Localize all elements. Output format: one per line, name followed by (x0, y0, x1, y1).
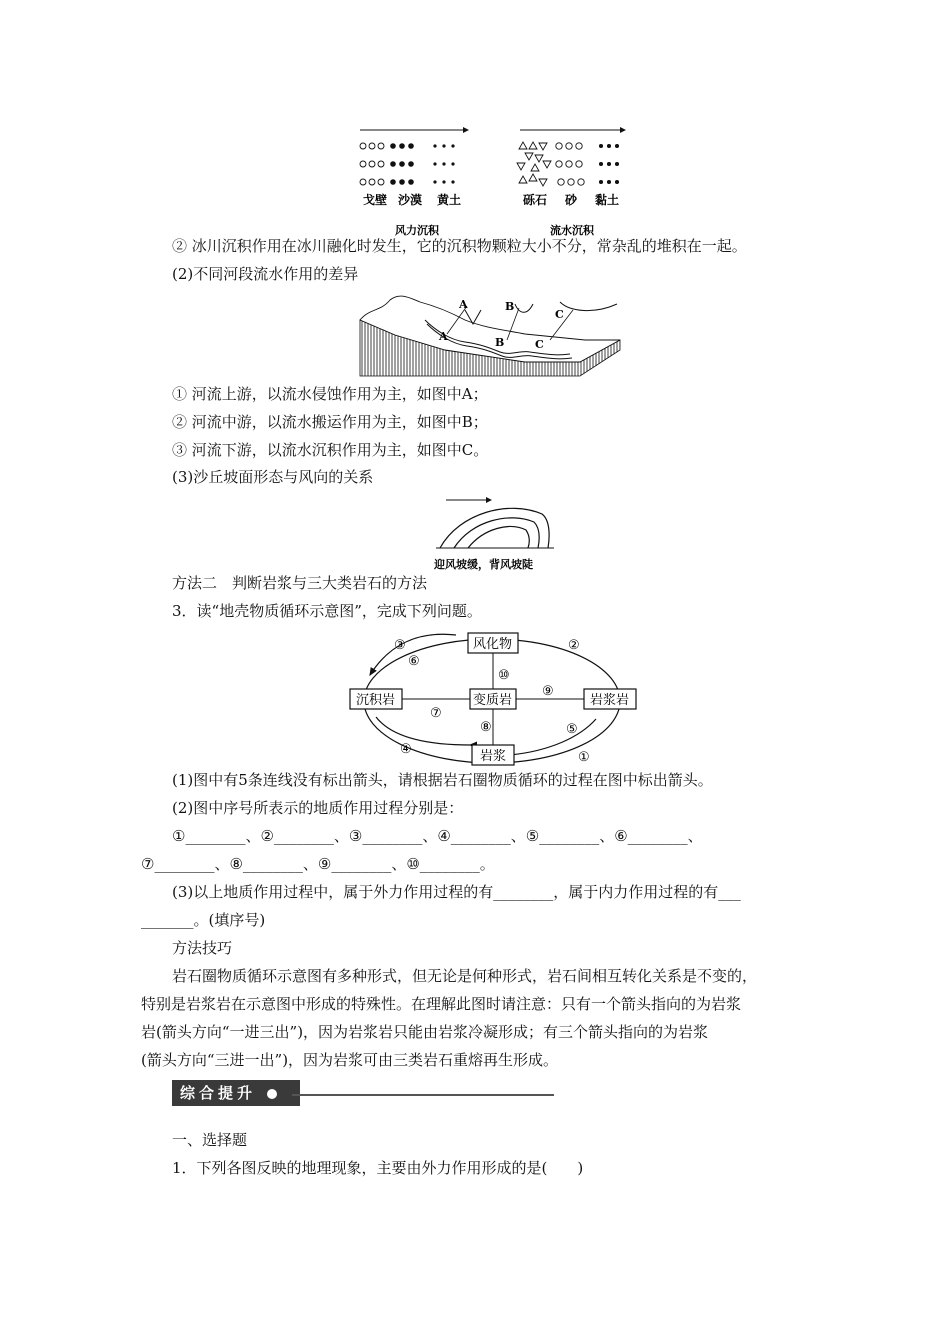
particle-mark (451, 144, 454, 147)
particle-mark (390, 161, 396, 167)
q3-title: 3．读“地壳物质循环示意图”，完成下列问题。 (172, 602, 482, 620)
river-item-2: ② 河流中游，以流水搬运作用为主，如图中B； (172, 413, 488, 431)
water-label-sand: 砂 (565, 193, 578, 207)
particle-mark (529, 142, 537, 149)
particle-mark (556, 143, 562, 149)
particle-mark (369, 161, 375, 167)
num-8: ⑧ (480, 720, 492, 735)
particle-mark (539, 179, 547, 186)
num-9: ⑨ (542, 684, 554, 699)
particle-mark (607, 162, 610, 165)
water-label-gravel: 砾石 (523, 193, 548, 207)
particle-mark (442, 144, 445, 147)
section-banner (172, 1080, 300, 1106)
particle-mark (529, 174, 537, 181)
tips-line-1: 岩石圈物质循环示意图有多种形式，但无论是何种形式，岩石间相互转化关系是不变的， (172, 967, 758, 985)
water-label-clay: 黏土 (595, 193, 620, 207)
river-item-1: ① 河流上游，以流水侵蚀作用为主，如图中A； (172, 385, 488, 403)
wind-label-loess: 黄土 (437, 193, 462, 207)
particle-mark (451, 180, 454, 183)
num-3: ③ (394, 638, 406, 653)
particle-mark (525, 153, 533, 160)
particle-mark (556, 161, 562, 167)
river-label-b-top: B (505, 300, 515, 313)
particle-mark (615, 144, 618, 147)
river-item-3: ③ 河流下游，以流水沉积作用为主，如图中C。 (172, 441, 489, 459)
method2-title: 方法二 判断岩浆与三大类岩石的方法 (172, 574, 428, 592)
particle-mark (390, 179, 396, 185)
tips-line-4: (箭头方向“三进一出”)，因为岩浆可由三类岩石重熔再生形成。 (141, 1051, 559, 1069)
dune-figure (430, 492, 570, 572)
particle-mark (360, 143, 366, 149)
num-4: ④ (400, 742, 412, 757)
wind-particle-rows (360, 143, 455, 185)
particle-mark (539, 143, 547, 150)
particle-mark (369, 143, 375, 149)
box-metamorphic: 变质岩 (473, 693, 513, 708)
particle-mark (531, 164, 539, 171)
section-banner-label: 综合提升 (180, 1084, 257, 1102)
tips-line-3: 岩(箭头方向“一进三出”)，因为岩浆岩只能由岩浆冷凝形成；有三个箭头指向的为岩浆 (141, 1023, 709, 1041)
particle-mark (390, 143, 396, 149)
river-label-a-top: A (459, 298, 468, 311)
choice-heading: 一、选择题 (172, 1131, 248, 1149)
particle-mark (360, 161, 366, 167)
tips-title: 方法技巧 (172, 939, 233, 957)
wind-label-gobi: 戈壁 (363, 193, 388, 207)
particle-mark (558, 179, 564, 185)
particle-mark (607, 144, 610, 147)
q3-sub3-line2: _______。(填序号) (141, 911, 266, 929)
particle-mark (615, 180, 618, 183)
particle-mark (442, 162, 445, 165)
num-6: ⑥ (408, 654, 420, 669)
particle-mark (408, 161, 414, 167)
wind-caption: 风力沉积 (395, 224, 439, 237)
particle-mark (360, 179, 366, 185)
river-label-c: C (535, 338, 544, 351)
particle-mark (378, 161, 384, 167)
particle-mark (517, 163, 525, 170)
particle-mark (442, 180, 445, 183)
particle-mark (378, 179, 384, 185)
particle-mark (599, 180, 602, 183)
particle-mark (543, 161, 551, 168)
sedimentation-figure (355, 120, 635, 240)
particle-mark (599, 162, 602, 165)
particle-mark (399, 143, 405, 149)
rock-cycle-diagram (340, 625, 640, 770)
particle-mark (607, 180, 610, 183)
particle-mark (576, 143, 582, 149)
particle-mark (566, 143, 572, 149)
q3-blanks-line2: ⑦________、⑧________、⑨________、⑩________。 (141, 855, 495, 873)
num-5: ⑤ (566, 722, 578, 737)
q3-sub1: (1)图中有5条连线没有标出箭头，请根据岩石圈物质循环的过程在图中标出箭头。 (172, 771, 713, 789)
box-magma: 岩浆 (480, 749, 507, 764)
particle-mark (566, 161, 572, 167)
particle-mark (433, 180, 436, 183)
particle-mark (369, 179, 375, 185)
river-label-c-top: C (555, 308, 564, 321)
num-1: ① (578, 750, 590, 765)
glacier-text: ② 冰川沉积作用在冰川融化时发生，它的沉积物颗粒大小不分，常杂乱的堆积在一起。 (172, 237, 747, 255)
particle-mark (433, 144, 436, 147)
q3-sub3-line1: (3)以上地质作用过程中，属于外力作用过程的有________，属于内力作用过程的有___ (172, 883, 741, 901)
particle-mark (568, 179, 574, 185)
river-figure (355, 290, 630, 378)
particle-mark (433, 162, 436, 165)
water-caption: 流水沉积 (550, 224, 594, 237)
particle-mark (576, 161, 582, 167)
particle-mark (378, 143, 384, 149)
particle-mark (535, 155, 543, 162)
box-igneous: 岩浆岩 (590, 693, 630, 708)
particle-mark (599, 144, 602, 147)
box-weathered: 风化物 (473, 637, 513, 652)
box-sedimentary: 沉积岩 (356, 693, 396, 708)
q3-sub2: (2)图中序号所表示的地质作用过程分别是： (172, 799, 464, 817)
banner-rule (292, 1094, 554, 1096)
particle-mark (578, 179, 584, 185)
particle-mark (519, 176, 527, 183)
banner-dot-icon (267, 1089, 277, 1099)
particle-mark (451, 162, 454, 165)
num-10: ⑩ (498, 668, 510, 683)
particle-mark (399, 161, 405, 167)
particle-mark (399, 179, 405, 185)
num-2: ② (568, 638, 580, 653)
river-label-b: B (495, 336, 505, 349)
dune-heading: (3)沙丘坡面形态与风向的关系 (172, 468, 374, 486)
num-7: ⑦ (430, 706, 442, 721)
wind-label-desert: 沙漠 (398, 193, 423, 207)
q3-blanks-line1: ①________、②________、③________、④________、⑤________、⑥________、 (172, 827, 703, 845)
river-label-a: A (439, 330, 448, 343)
particle-mark (408, 179, 414, 185)
q1-text: 1．下列各图反映的地理现象，主要由外力作用形成的是( ) (172, 1159, 584, 1177)
river-heading: (2)不同河段流水作用的差异 (172, 265, 359, 283)
particle-mark (408, 143, 414, 149)
tips-line-2: 特别是岩浆岩在示意图中形成的特殊性。在理解此图时请注意：只有一个箭头指向的为岩浆 (141, 995, 742, 1013)
particle-mark (519, 142, 527, 149)
dune-caption: 迎风坡缓，背风坡陡 (434, 558, 533, 571)
water-particle-rows (517, 142, 619, 186)
particle-mark (615, 162, 618, 165)
